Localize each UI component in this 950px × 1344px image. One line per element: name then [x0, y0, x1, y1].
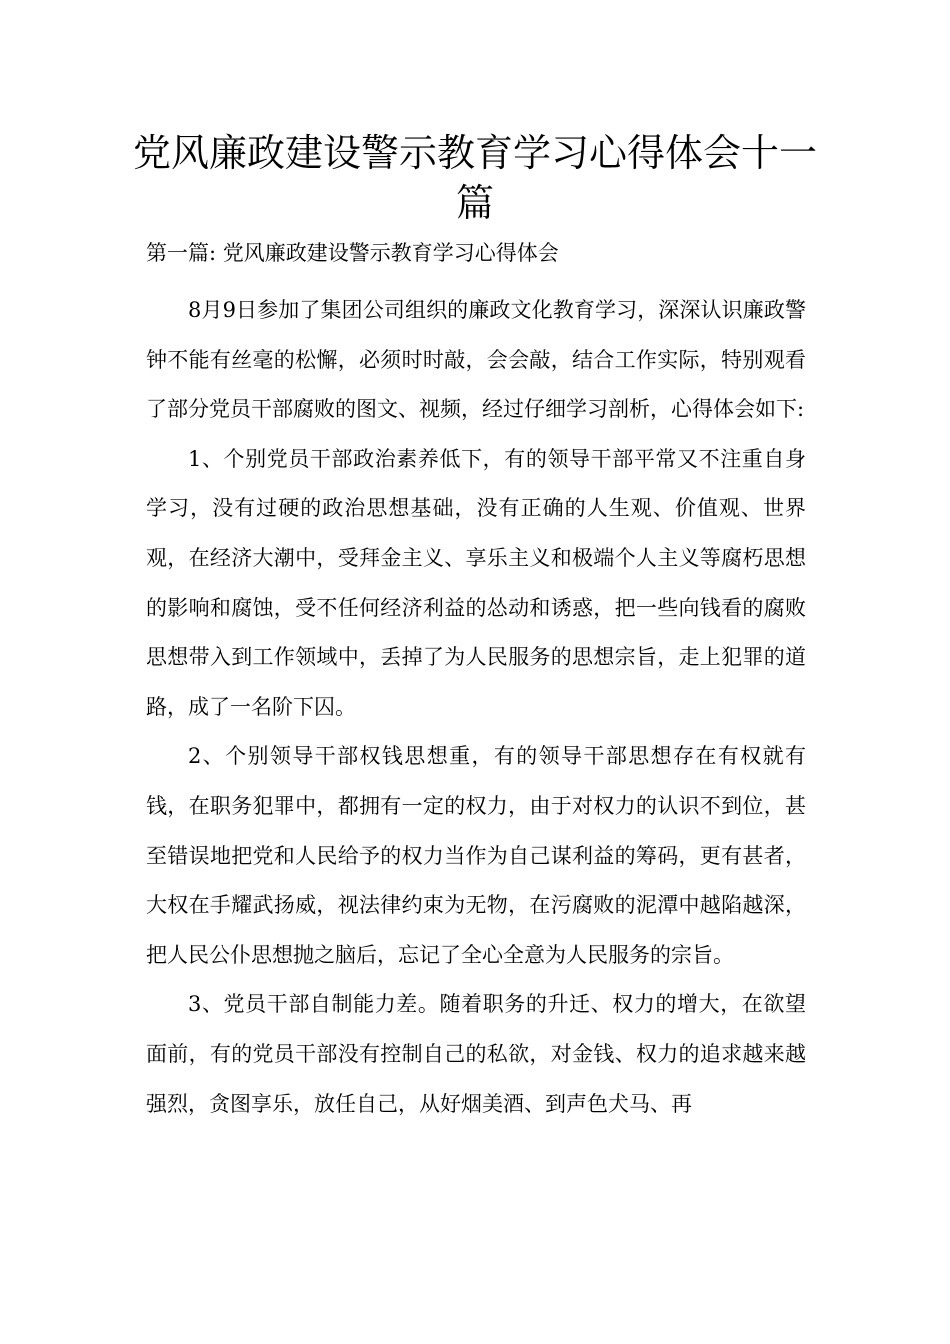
document-subtitle: 第一篇: 党风廉政建设警示教育学习心得体会 — [146, 241, 559, 265]
paragraph: 1、个别党员干部政治素养低下，有的领导干部平常又不注重自身学习，没有过硬的政治思想基础，没有正确的人生观、价值观、世界观，在经济大潮中，受拜金主义、享乐主义和极端个人主义等腐朽思想的影响和腐蚀，受不任何经济利益的怂动和诱惑，把一些向钱看的腐败思想带入到工作领域中，丢掉了为人民服务的思想宗旨，走上犯罪的道路，成了一名阶下囚。 — [146, 446, 806, 719]
paragraph: 2、个别领导干部权钱思想重，有的领导干部思想存在有权就有钱，在职务犯罪中，都拥有一定的权力，由于对权力的认识不到位，甚至错误地把党和人民给予的权力当作为自己谋利益的筹码，更有甚者，大权在手耀武扬威，视法律约束为无物，在污腐败的泥潭中越陷越深，把人民公仆思想抛之脑后，忘记了全心全意为人民服务的宗旨。 — [146, 744, 806, 967]
paragraph: 3、党员干部自制能力差。随着职务的升迁、权力的增大，在欲望面前，有的党员干部没有控制自己的私欲，对金钱、权力的追求越来越强烈，贪图享乐，放任自己，从好烟美酒、到声色犬马、再 — [146, 992, 806, 1116]
document-title: 党风廉政建设警示教育学习心得体会十一篇 — [132, 131, 817, 225]
document-body — [146, 286, 806, 1129]
paragraph: 8月9日参加了集团公司组织的廉政文化教育学习，深深认识廉政警钟不能有丝毫的松懈，必须时时敲，会会敲，结合工作实际，特别观看了部分党员干部腐败的图文、视频，经过仔细学习剖析，心得体会如下: — [146, 298, 806, 422]
